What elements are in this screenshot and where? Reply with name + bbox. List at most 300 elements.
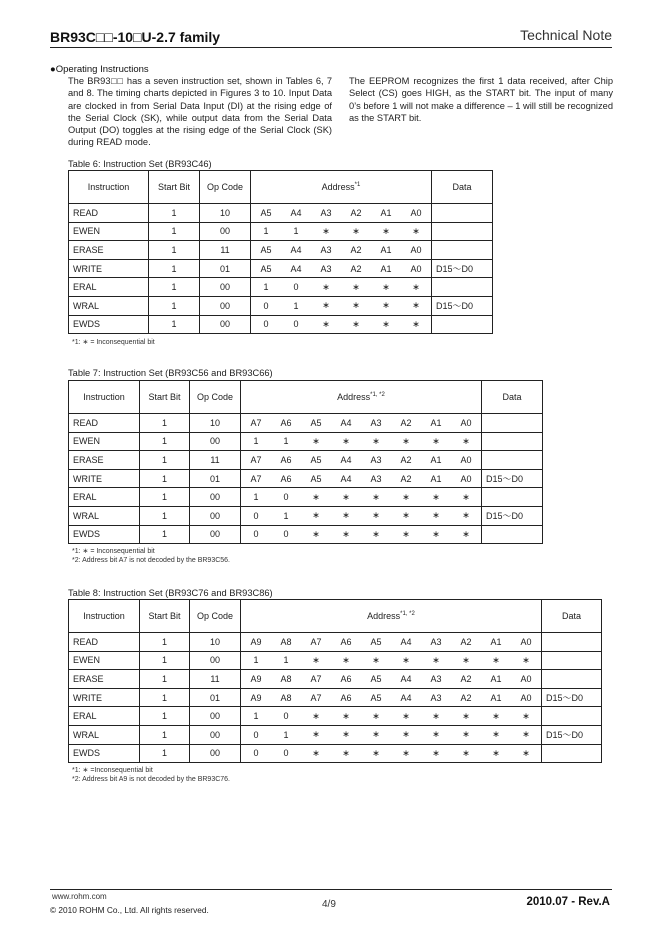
address-bit-cell: ∗: [511, 651, 542, 670]
address-bit-cell: A5: [301, 469, 331, 488]
address-bit-cell: A2: [391, 451, 421, 470]
start-bit-cell: 1: [140, 414, 190, 433]
table-footnote: *1: ∗ = Inconsequential bit: [72, 339, 155, 346]
data-cell: D15～D0: [542, 725, 602, 744]
start-bit-cell: 1: [149, 296, 200, 315]
start-bit-cell: 1: [140, 688, 190, 707]
address-bit-cell: 1: [271, 651, 301, 670]
address-footnote-ref: *1, *2: [370, 392, 385, 398]
instruction-cell: READ: [69, 414, 140, 433]
address-bit-cell: ∗: [481, 725, 511, 744]
address-bit-cell: ∗: [421, 725, 451, 744]
start-bit-cell: 1: [140, 670, 190, 689]
instruction-table: [68, 170, 493, 334]
address-bit-cell: A0: [401, 259, 432, 278]
instruction-cell: ERAL: [69, 707, 140, 726]
address-bit-cell: A5: [361, 670, 391, 689]
address-bit-cell: ∗: [371, 278, 401, 297]
address-bit-cell: ∗: [361, 707, 391, 726]
op-code-cell: 11: [190, 451, 241, 470]
address-bit-cell: ∗: [341, 278, 371, 297]
address-bit-cell: ∗: [421, 707, 451, 726]
start-bit-cell: 1: [149, 259, 200, 278]
address-bit-cell: ∗: [331, 707, 361, 726]
start-bit-cell: 1: [140, 725, 190, 744]
address-bit-cell: A3: [421, 670, 451, 689]
address-bit-cell: ∗: [391, 506, 421, 525]
data-cell: D15～D0: [432, 296, 493, 315]
address-bit-cell: A4: [391, 670, 421, 689]
header-data: Data: [542, 600, 602, 633]
address-bit-cell: A5: [361, 633, 391, 652]
address-bit-cell: 0: [271, 707, 301, 726]
address-bit-cell: ∗: [331, 725, 361, 744]
data-cell: [432, 278, 493, 297]
header-address-label: Address: [367, 611, 401, 621]
address-bit-cell: A8: [271, 688, 301, 707]
header-start-bit: Start Bit: [140, 381, 190, 414]
op-code-cell: 11: [190, 670, 241, 689]
data-cell: [432, 315, 493, 334]
start-bit-cell: 1: [149, 204, 200, 223]
address-bit-cell: A5: [361, 688, 391, 707]
address-bit-cell: A6: [271, 451, 301, 470]
instruction-cell: WRITE: [69, 469, 140, 488]
address-bit-cell: ∗: [301, 725, 331, 744]
address-bit-cell: A3: [361, 469, 391, 488]
address-bit-cell: A2: [451, 670, 481, 689]
address-bit-cell: A7: [241, 414, 272, 433]
instruction-cell: EWEN: [69, 651, 140, 670]
address-bit-cell: ∗: [451, 651, 481, 670]
address-bit-cell: ∗: [391, 432, 421, 451]
data-cell: D15～D0: [482, 506, 543, 525]
address-bit-cell: A4: [331, 469, 361, 488]
address-bit-cell: ∗: [421, 488, 451, 507]
address-bit-cell: A8: [271, 670, 301, 689]
address-bit-cell: ∗: [331, 432, 361, 451]
address-bit-cell: ∗: [511, 725, 542, 744]
address-bit-cell: ∗: [301, 744, 331, 763]
address-bit-cell: 1: [241, 432, 272, 451]
table-row: [69, 488, 543, 507]
address-bit-cell: ∗: [371, 315, 401, 334]
table-row: [69, 651, 602, 670]
address-bit-cell: ∗: [421, 525, 451, 544]
address-bit-cell: A6: [331, 633, 361, 652]
start-bit-cell: 1: [140, 432, 190, 451]
address-bit-cell: ∗: [451, 744, 481, 763]
address-bit-cell: A1: [421, 469, 451, 488]
start-bit-cell: 1: [140, 707, 190, 726]
address-footnote-ref: *1, *2: [400, 611, 415, 617]
address-bit-cell: 1: [241, 707, 272, 726]
op-code-cell: 00: [190, 506, 241, 525]
section-heading: ●Operating Instructions: [50, 64, 149, 75]
table-footnote: *1: ∗ =Inconsequential bit: [72, 767, 153, 774]
address-bit-cell: ∗: [451, 707, 481, 726]
address-bit-cell: 0: [251, 315, 282, 334]
address-bit-cell: A3: [421, 688, 451, 707]
address-bit-cell: A0: [451, 451, 482, 470]
data-cell: [482, 525, 543, 544]
op-code-cell: 00: [190, 488, 241, 507]
address-bit-cell: 1: [281, 222, 311, 241]
address-bit-cell: A4: [281, 204, 311, 223]
address-bit-cell: 0: [281, 278, 311, 297]
op-code-cell: 00: [190, 432, 241, 451]
table-row: [69, 451, 543, 470]
address-bit-cell: A3: [311, 241, 341, 260]
table-footnote: *2: Address bit A7 is not decoded by the BR93C56.: [72, 557, 230, 564]
table-row: [69, 432, 543, 451]
address-bit-cell: ∗: [401, 315, 432, 334]
address-bit-cell: 0: [271, 525, 301, 544]
op-code-cell: 10: [200, 204, 251, 223]
page-number: 4/9: [322, 899, 336, 910]
address-bit-cell: ∗: [361, 432, 391, 451]
data-cell: [482, 488, 543, 507]
address-bit-cell: ∗: [421, 744, 451, 763]
op-code-cell: 10: [190, 633, 241, 652]
instruction-cell: EWDS: [69, 744, 140, 763]
intro-paragraph-right: The EEPROM recognizes the first 1 data received, after Chip Select (CS) goes HIGH, as the START bit. The input of many 0’s before 1 will not make a difference – 1 will still be recognized as the START bit.: [349, 76, 613, 123]
address-bit-cell: ∗: [391, 488, 421, 507]
table-header-row: [69, 171, 493, 204]
address-bit-cell: 1: [281, 296, 311, 315]
header-address: [251, 171, 432, 204]
address-bit-cell: ∗: [311, 278, 341, 297]
address-bit-cell: A7: [241, 469, 272, 488]
header-address: [241, 381, 482, 414]
address-bit-cell: 0: [271, 744, 301, 763]
address-bit-cell: A6: [331, 670, 361, 689]
address-bit-cell: A6: [271, 414, 301, 433]
address-bit-cell: ∗: [391, 725, 421, 744]
op-code-cell: 00: [200, 222, 251, 241]
address-bit-cell: 1: [251, 278, 282, 297]
table-row: [69, 525, 543, 544]
data-cell: [482, 414, 543, 433]
table-row: [69, 222, 493, 241]
address-bit-cell: 0: [241, 744, 272, 763]
instruction-cell: WRITE: [69, 688, 140, 707]
table-caption: Table 8: Instruction Set (BR93C76 and BR93C86): [68, 588, 273, 598]
start-bit-cell: 1: [149, 222, 200, 241]
address-bit-cell: ∗: [451, 488, 482, 507]
start-bit-cell: 1: [140, 506, 190, 525]
address-bit-cell: A1: [481, 633, 511, 652]
address-bit-cell: A1: [481, 688, 511, 707]
instruction-cell: WRAL: [69, 296, 149, 315]
data-cell: [542, 744, 602, 763]
address-bit-cell: A2: [391, 469, 421, 488]
instruction-table: [68, 380, 543, 544]
address-bit-cell: ∗: [371, 296, 401, 315]
table-footnote: *2: Address bit A9 is not decoded by the BR93C76.: [72, 776, 230, 783]
table-row: [69, 204, 493, 223]
address-bit-cell: 1: [251, 222, 282, 241]
address-bit-cell: ∗: [481, 707, 511, 726]
address-bit-cell: 1: [271, 506, 301, 525]
table-caption: Table 6: Instruction Set (BR93C46): [68, 159, 212, 169]
address-bit-cell: A1: [421, 414, 451, 433]
address-bit-cell: A5: [251, 204, 282, 223]
revision-label: 2010.07 - Rev.A: [526, 896, 610, 908]
table-row: [69, 296, 493, 315]
header-op-code: Op Code: [200, 171, 251, 204]
address-bit-cell: ∗: [481, 651, 511, 670]
address-bit-cell: ∗: [331, 744, 361, 763]
instruction-cell: READ: [69, 633, 140, 652]
instruction-cell: ERAL: [69, 488, 140, 507]
instruction-cell: WRAL: [69, 506, 140, 525]
header-op-code: Op Code: [190, 600, 241, 633]
instruction-cell: EWEN: [69, 222, 149, 241]
address-bit-cell: ∗: [331, 506, 361, 525]
table-row: [69, 259, 493, 278]
data-cell: D15～D0: [432, 259, 493, 278]
address-bit-cell: A2: [341, 241, 371, 260]
address-bit-cell: ∗: [361, 744, 391, 763]
op-code-cell: 01: [200, 259, 251, 278]
data-cell: [542, 651, 602, 670]
document-title: BR93C□□-10□U-2.7 family: [50, 29, 221, 45]
address-bit-cell: A0: [511, 670, 542, 689]
address-bit-cell: A2: [391, 414, 421, 433]
op-code-cell: 00: [190, 725, 241, 744]
address-bit-cell: A0: [511, 688, 542, 707]
data-cell: [432, 222, 493, 241]
address-bit-cell: A0: [451, 469, 482, 488]
address-bit-cell: ∗: [311, 296, 341, 315]
address-bit-cell: A0: [401, 241, 432, 260]
address-bit-cell: 1: [271, 432, 301, 451]
op-code-cell: 00: [190, 744, 241, 763]
data-cell: [432, 241, 493, 260]
address-bit-cell: A3: [361, 451, 391, 470]
data-cell: [432, 204, 493, 223]
header-address-label: Address: [321, 182, 355, 192]
header-data: Data: [432, 171, 493, 204]
start-bit-cell: 1: [149, 278, 200, 297]
op-code-cell: 00: [190, 651, 241, 670]
op-code-cell: 11: [200, 241, 251, 260]
address-bit-cell: A9: [241, 633, 272, 652]
address-bit-cell: ∗: [451, 432, 482, 451]
address-bit-cell: ∗: [421, 432, 451, 451]
address-bit-cell: A5: [251, 241, 282, 260]
instruction-cell: ERASE: [69, 451, 140, 470]
table-row: [69, 278, 493, 297]
address-bit-cell: ∗: [391, 651, 421, 670]
address-bit-cell: 1: [241, 651, 272, 670]
start-bit-cell: 1: [140, 488, 190, 507]
instruction-cell: ERAL: [69, 278, 149, 297]
table-row: [69, 506, 543, 525]
header-op-code: Op Code: [190, 381, 241, 414]
address-bit-cell: ∗: [361, 725, 391, 744]
intro-paragraph-left: The BR93□□ has a seven instruction set, shown in Tables 6, 7 and 8. The timing charts depicted in Figures 3 to 10. Input Data are clocked in from Serial Data Input (DI) at the rising edge of the Serial Clock (SK), while output data from the Serial Data Output (DO) toggles at the rising edge of the Serial Clock (SK) during READ mode.: [68, 76, 332, 148]
address-bit-cell: A2: [451, 688, 481, 707]
footer-copyright: © 2010 ROHM Co., Ltd. All rights reserved.: [50, 905, 209, 915]
address-bit-cell: ∗: [401, 278, 432, 297]
address-bit-cell: A3: [311, 259, 341, 278]
address-bit-cell: ∗: [421, 651, 451, 670]
data-cell: [542, 707, 602, 726]
address-bit-cell: A4: [281, 241, 311, 260]
address-bit-cell: ∗: [421, 506, 451, 525]
address-bit-cell: ∗: [301, 432, 331, 451]
address-bit-cell: 0: [281, 315, 311, 334]
address-bit-cell: A3: [311, 204, 341, 223]
address-bit-cell: A1: [371, 204, 401, 223]
address-bit-cell: 0: [241, 525, 272, 544]
address-bit-cell: A4: [391, 688, 421, 707]
data-cell: [482, 432, 543, 451]
address-bit-cell: A6: [331, 688, 361, 707]
instruction-cell: EWDS: [69, 315, 149, 334]
address-bit-cell: A0: [451, 414, 482, 433]
address-bit-cell: ∗: [361, 525, 391, 544]
address-bit-cell: A3: [421, 633, 451, 652]
address-bit-cell: A1: [481, 670, 511, 689]
start-bit-cell: 1: [140, 651, 190, 670]
address-bit-cell: ∗: [331, 488, 361, 507]
address-bit-cell: A2: [451, 633, 481, 652]
data-cell: D15～D0: [482, 469, 543, 488]
address-bit-cell: ∗: [301, 506, 331, 525]
address-bit-cell: ∗: [361, 488, 391, 507]
address-bit-cell: 1: [271, 725, 301, 744]
header-instruction: Instruction: [69, 600, 140, 633]
address-bit-cell: A7: [241, 451, 272, 470]
header-start-bit: Start Bit: [140, 600, 190, 633]
table-row: [69, 707, 602, 726]
address-bit-cell: A3: [361, 414, 391, 433]
start-bit-cell: 1: [140, 451, 190, 470]
address-bit-cell: ∗: [341, 296, 371, 315]
address-bit-cell: A4: [281, 259, 311, 278]
address-bit-cell: ∗: [301, 488, 331, 507]
document-type-label: Technical Note: [520, 27, 612, 43]
start-bit-cell: 1: [149, 241, 200, 260]
footer-divider: [50, 889, 612, 890]
header-instruction: Instruction: [69, 381, 140, 414]
table-row: [69, 315, 493, 334]
op-code-cell: 01: [190, 469, 241, 488]
address-bit-cell: A7: [301, 670, 331, 689]
start-bit-cell: 1: [140, 633, 190, 652]
address-bit-cell: A7: [301, 633, 331, 652]
op-code-cell: 10: [190, 414, 241, 433]
op-code-cell: 00: [200, 278, 251, 297]
address-bit-cell: A5: [251, 259, 282, 278]
table-header-row: [69, 600, 602, 633]
address-bit-cell: A2: [341, 259, 371, 278]
table-footnote: *1: ∗ = Inconsequential bit: [72, 548, 155, 555]
address-bit-cell: A0: [511, 633, 542, 652]
address-bit-cell: A5: [301, 451, 331, 470]
address-bit-cell: ∗: [371, 222, 401, 241]
table-row: [69, 725, 602, 744]
address-bit-cell: A4: [331, 451, 361, 470]
table-row: [69, 241, 493, 260]
instruction-cell: EWDS: [69, 525, 140, 544]
op-code-cell: 00: [200, 315, 251, 334]
instruction-cell: ERASE: [69, 670, 140, 689]
instruction-cell: WRAL: [69, 725, 140, 744]
address-bit-cell: 0: [241, 506, 272, 525]
header-divider: [50, 47, 612, 48]
data-cell: [482, 451, 543, 470]
address-bit-cell: A5: [301, 414, 331, 433]
address-bit-cell: ∗: [481, 744, 511, 763]
address-bit-cell: ∗: [341, 222, 371, 241]
address-bit-cell: 0: [271, 488, 301, 507]
data-cell: [542, 670, 602, 689]
header-instruction: Instruction: [69, 171, 149, 204]
op-code-cell: 00: [190, 707, 241, 726]
op-code-cell: 01: [190, 688, 241, 707]
address-bit-cell: A2: [341, 204, 371, 223]
start-bit-cell: 1: [140, 744, 190, 763]
address-bit-cell: ∗: [331, 651, 361, 670]
address-bit-cell: A9: [241, 688, 272, 707]
address-bit-cell: A1: [421, 451, 451, 470]
address-bit-cell: ∗: [311, 315, 341, 334]
address-bit-cell: ∗: [361, 506, 391, 525]
address-bit-cell: ∗: [301, 707, 331, 726]
address-bit-cell: ∗: [511, 744, 542, 763]
address-bit-cell: A1: [371, 259, 401, 278]
address-bit-cell: 1: [241, 488, 272, 507]
start-bit-cell: 1: [140, 525, 190, 544]
table-row: [69, 633, 602, 652]
address-bit-cell: ∗: [391, 707, 421, 726]
table-row: [69, 469, 543, 488]
address-bit-cell: ∗: [511, 707, 542, 726]
header-data: Data: [482, 381, 543, 414]
address-bit-cell: ∗: [391, 525, 421, 544]
table-row: [69, 670, 602, 689]
start-bit-cell: 1: [140, 469, 190, 488]
address-bit-cell: A7: [301, 688, 331, 707]
table-row: [69, 744, 602, 763]
table-row: [69, 414, 543, 433]
address-bit-cell: 0: [241, 725, 272, 744]
address-bit-cell: A4: [331, 414, 361, 433]
address-bit-cell: A9: [241, 670, 272, 689]
address-bit-cell: A4: [391, 633, 421, 652]
address-bit-cell: ∗: [401, 222, 432, 241]
table-row: [69, 688, 602, 707]
table-caption: Table 7: Instruction Set (BR93C56 and BR93C66): [68, 368, 273, 378]
instruction-cell: ERASE: [69, 241, 149, 260]
data-cell: D15～D0: [542, 688, 602, 707]
address-bit-cell: A0: [401, 204, 432, 223]
header-address: [241, 600, 542, 633]
address-bit-cell: ∗: [401, 296, 432, 315]
address-bit-cell: ∗: [301, 525, 331, 544]
op-code-cell: 00: [190, 525, 241, 544]
address-bit-cell: A8: [271, 633, 301, 652]
address-bit-cell: ∗: [311, 222, 341, 241]
op-code-cell: 00: [200, 296, 251, 315]
instruction-table: [68, 599, 602, 763]
address-bit-cell: A1: [371, 241, 401, 260]
address-bit-cell: ∗: [331, 525, 361, 544]
